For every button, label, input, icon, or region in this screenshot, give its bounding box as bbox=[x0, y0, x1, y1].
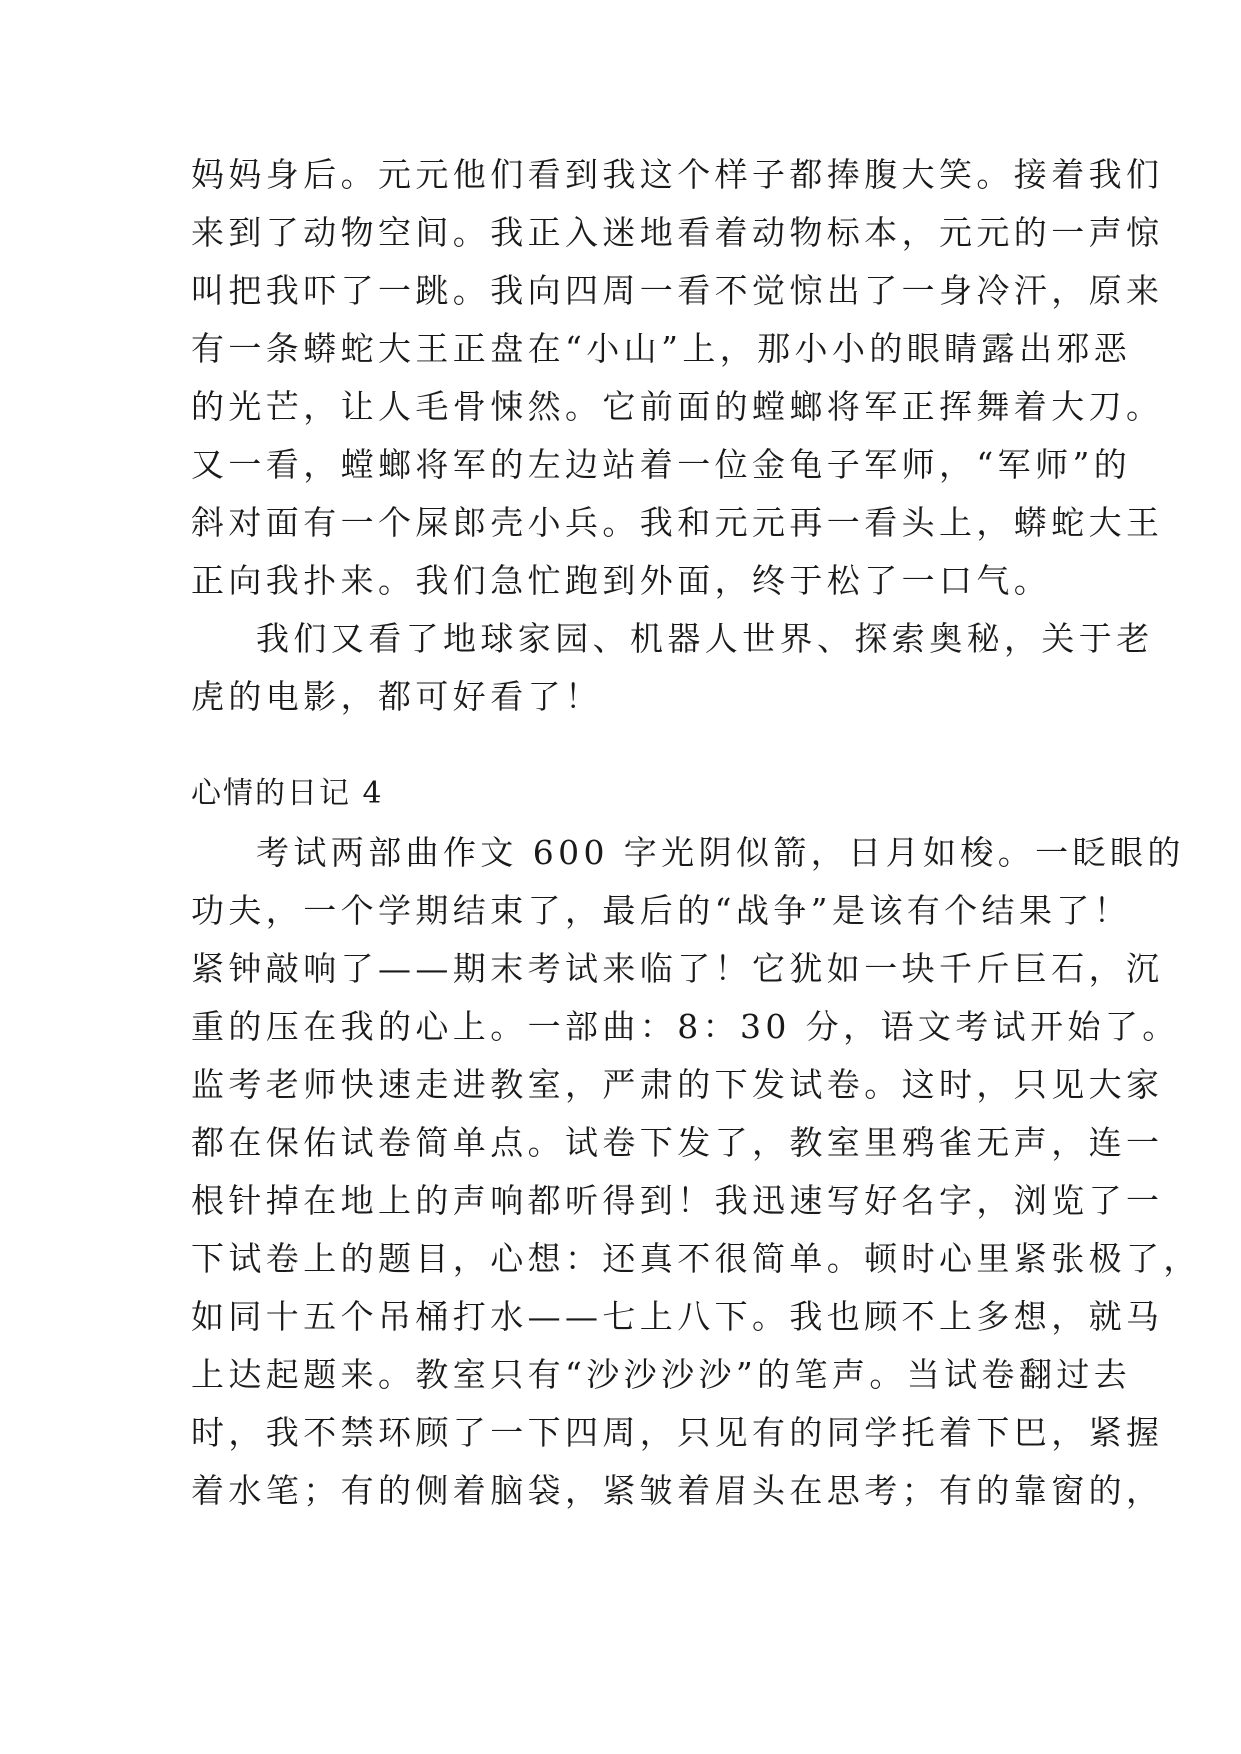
section-title: 心情的日记 4 bbox=[191, 776, 384, 811]
text-line: 都在保佑试卷简单点。试卷下发了，教室里鸦雀无声，连一 bbox=[191, 1123, 1164, 1162]
text-line: 监考老师快速走进教室，严肃的下发试卷。这时，只见大家 bbox=[191, 1065, 1164, 1104]
paragraph-first-line: 考试两部曲作文 600 字光阴似箭，日月如梭。一眨眼的 bbox=[256, 833, 1185, 872]
text-line: 妈妈身后。元元他们看到我这个样子都捧腹大笑。接着我们 bbox=[191, 155, 1164, 194]
text-line: 斜对面有一个屎郎壳小兵。我和元元再一看头上，蟒蛇大王 bbox=[191, 503, 1164, 542]
text-line: 有一条蟒蛇大王正盘在“小山”上，那小小的眼睛露出邪恶 bbox=[191, 329, 1132, 368]
text-line: 的光芒，让人毛骨悚然。它前面的螳螂将军正挥舞着大刀。 bbox=[191, 387, 1164, 426]
text-line: 根针掉在地上的声响都听得到！我迅速写好名字，浏览了一 bbox=[191, 1181, 1164, 1220]
text-line: 时，我不禁环顾了一下四周，只见有的同学托着下巴，紧握 bbox=[191, 1413, 1164, 1452]
text-line: 紧钟敲响了——期末考试来临了！它犹如一块千斤巨石，沉 bbox=[191, 949, 1164, 988]
paragraph-first-line: 我们又看了地球家园、机器人世界、探索奥秘，关于老 bbox=[256, 619, 1154, 658]
text-line: 正向我扑来。我们急忙跑到外面，终于松了一口气。 bbox=[191, 561, 1052, 600]
text-line: 虎的电影，都可好看了！ bbox=[191, 677, 603, 716]
text-line: 下试卷上的题目，心想：还真不很简单。顿时心里紧张极了， bbox=[191, 1239, 1201, 1278]
text-line: 又一看，螳螂将军的左边站着一位金龟子军师，“军师”的 bbox=[191, 445, 1132, 484]
text-line: 叫把我吓了一跳。我向四周一看不觉惊出了一身冷汗，原来 bbox=[191, 271, 1164, 310]
text-line: 重的压在我的心上。一部曲：8：30 分，语文考试开始了。 bbox=[191, 1007, 1180, 1046]
text-line: 上达起题来。教室只有“沙沙沙沙”的笔声。当试卷翻过去 bbox=[191, 1355, 1132, 1394]
text-line: 如同十五个吊桶打水——七上八下。我也顾不上多想，就马 bbox=[191, 1297, 1164, 1336]
text-line: 功夫，一个学期结束了，最后的“战争”是该有个结果了！ bbox=[191, 891, 1132, 930]
text-line: 来到了动物空间。我正入迷地看着动物标本，元元的一声惊 bbox=[191, 213, 1164, 252]
text-line: 着水笔；有的侧着脑袋，紧皱着眉头在思考；有的靠窗的， bbox=[191, 1471, 1164, 1510]
